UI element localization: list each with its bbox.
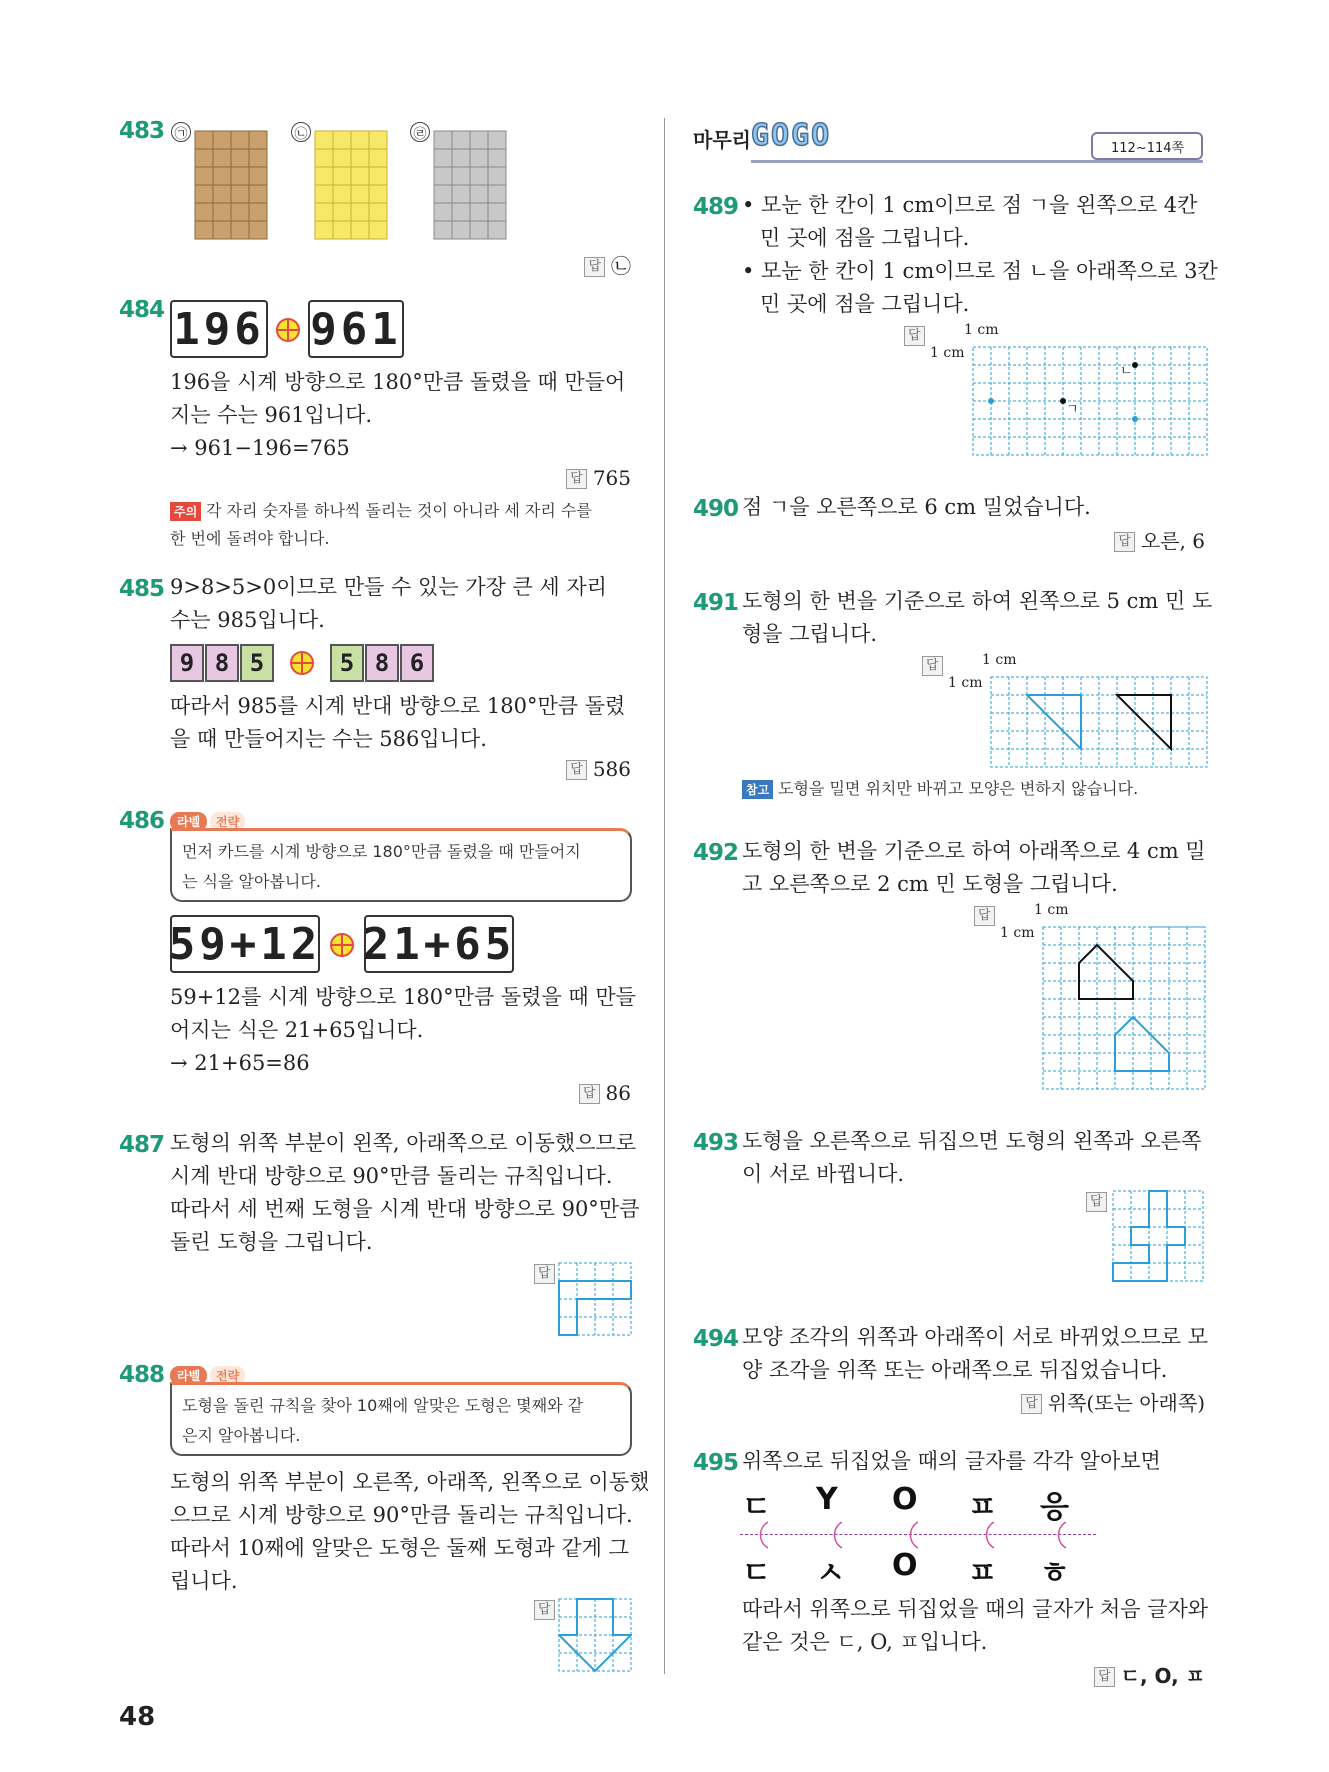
problem-number: 493 <box>693 1130 739 1156</box>
gray-grid-shape <box>433 130 507 244</box>
solution-line: 이 서로 바뀝니다. <box>742 1162 905 1186</box>
number-card: 5 <box>240 644 274 682</box>
solution-line: 따라서 985를 시계 반대 방향으로 180°만큼 돌렸 <box>170 694 626 718</box>
seven-seg-display: 59+12 <box>170 915 320 973</box>
unit-label-x: 1 cm <box>964 322 999 338</box>
problem-number: 487 <box>119 1132 165 1158</box>
answer-label: 답 <box>974 906 995 926</box>
answer-label: 답 <box>904 326 925 346</box>
label-badge: 라벨 <box>170 812 207 831</box>
original-letter: O <box>892 1482 918 1517</box>
label-badge: 라벨 <box>170 1366 207 1385</box>
solution-line: → 21+65=86 <box>170 1051 310 1075</box>
caution-text: 각 자리 숫자를 하나씩 돌리는 것이 아니라 세 자리 수를 <box>206 501 592 520</box>
label-a: ㉠ <box>171 122 191 142</box>
answer-label: 답 <box>1086 1192 1107 1212</box>
problem-number: 485 <box>119 576 165 602</box>
solution-line: 민 곳에 점을 그립니다. <box>760 292 970 316</box>
strategy-badge: 전략 <box>210 1366 245 1385</box>
label-b: ㉡ <box>291 122 311 142</box>
solution-line: 모양 조각의 위쪽과 아래쪽이 서로 바뀌었으므로 모 <box>742 1325 1209 1349</box>
letters-flip-row <box>742 1482 1102 1590</box>
solution-line: 도형의 위쪽 부분이 왼쪽, 아래쪽으로 이동했으므로 <box>170 1131 637 1155</box>
solution-line: 59+12를 시계 방향으로 180°만큼 돌렸을 때 만들 <box>170 985 636 1009</box>
header-underline <box>751 160 1203 163</box>
solution-line: 을 때 만들어지는 수는 586입니다. <box>170 727 487 751</box>
answer-label: 답 <box>534 1600 555 1620</box>
header-range-box <box>1091 132 1203 160</box>
note-badge: 참고 <box>742 780 773 799</box>
solution-line: 양 조각을 위쪽 또는 아래쪽으로 뒤집었습니다. <box>742 1358 1168 1382</box>
strategy-text: 는 식을 알아봅니다. <box>182 872 321 891</box>
flipped-letter: ㄷ <box>742 1556 771 1591</box>
solution-line: 민 곳에 점을 그립니다. <box>760 226 970 250</box>
unit-label-x: 1 cm <box>982 652 1017 668</box>
solution-line: → 961−196=765 <box>170 436 350 460</box>
solution-line: 점 ㄱ을 오른쪽으로 6 cm 밀었습니다. <box>742 495 1091 519</box>
solution-line: 립니다. <box>170 1569 238 1593</box>
strategy-text: 은지 알아봅니다. <box>182 1426 301 1445</box>
strategy-text: 먼저 카드를 시계 방향으로 180°만큼 돌렸을 때 만들어지 <box>182 842 581 861</box>
original-letter: ㄷ <box>742 1490 771 1525</box>
brown-grid-shape <box>194 130 268 244</box>
solution-line: 따라서 세 번째 도형을 시계 반대 방향으로 90°만큼 <box>170 1197 640 1221</box>
solution-line: • 모눈 한 칸이 1 cm이므로 점 ㄴ을 아래쪽으로 3칸 <box>742 259 1218 283</box>
header-title-prefix: 마무리 <box>693 128 751 152</box>
original-letter: 응 <box>1040 1490 1069 1525</box>
solution-line: 시계 반대 방향으로 90°만큼 돌리는 규칙입니다. <box>170 1164 613 1188</box>
problem-number: 483 <box>119 118 165 144</box>
unit-label-y: 1 cm <box>948 675 983 691</box>
solution-line: 따라서 위쪽으로 뒤집었을 때의 글자가 처음 글자와 <box>742 1597 1209 1621</box>
answer-486: 답 86 <box>579 1081 631 1105</box>
problem-number: 486 <box>119 808 165 834</box>
number-card: 8 <box>205 644 239 682</box>
solution-line: 어지는 식은 21+65입니다. <box>170 1018 424 1042</box>
header-logo: GOGO <box>751 118 832 153</box>
caution-text: 한 번에 돌려야 합니다. <box>170 529 330 548</box>
answer-shape-grid <box>1112 1190 1204 1286</box>
problem-number: 491 <box>693 590 739 616</box>
solution-line: 수는 985입니다. <box>170 608 325 632</box>
section-header <box>693 118 1205 164</box>
solution-line: 도형의 한 변을 기준으로 하여 왼쪽으로 5 cm 민 도 <box>742 589 1213 613</box>
flipped-letter: ㅅ <box>816 1556 845 1591</box>
answer-label: 답 <box>534 1264 555 1284</box>
seven-seg-display: 21+65 <box>364 915 514 973</box>
solution-line: 으므로 시계 방향으로 90°만큼 돌리는 규칙입니다. <box>170 1503 633 1527</box>
yellow-grid-shape <box>314 130 388 244</box>
caution-badge: 주의 <box>170 502 201 521</box>
unit-label-y: 1 cm <box>930 345 965 361</box>
solution-line: 위쪽으로 뒤집었을 때의 글자를 각각 알아보면 <box>742 1449 1161 1473</box>
page-number: 48 <box>119 1702 156 1732</box>
slide-grid <box>1042 926 1206 1094</box>
number-card: 9 <box>170 644 204 682</box>
rotate-icon <box>330 933 354 957</box>
label-d: ㉣ <box>410 122 430 142</box>
solution-line: 도형의 한 변을 기준으로 하여 아래쪽으로 4 cm 밀 <box>742 839 1206 863</box>
strategy-text: 도형을 돌린 규칙을 찾아 10째에 알맞은 도형은 몇째와 같 <box>182 1396 584 1415</box>
original-letter: ㅍ <box>968 1490 997 1525</box>
answer-483: 답 ㉡ <box>584 250 631 279</box>
solution-line: 도형의 위쪽 부분이 오른쪽, 아래쪽, 왼쪽으로 이동했 <box>170 1470 650 1494</box>
answer-484: 답 765 <box>566 466 631 490</box>
unit-label-y: 1 cm <box>1000 925 1035 941</box>
solution-line: 돌린 도형을 그립니다. <box>170 1230 373 1254</box>
rotate-icon <box>290 651 314 675</box>
solution-line: 도형을 오른쪽으로 뒤집으면 도형의 왼쪽과 오른쪽 <box>742 1129 1202 1153</box>
column-divider <box>664 118 665 1674</box>
answer-shape-grid <box>558 1598 632 1676</box>
flipped-letter: O <box>892 1548 918 1583</box>
dot-grid <box>972 346 1208 460</box>
problem-number: 484 <box>119 297 165 323</box>
answer-485: 답 586 <box>566 757 631 781</box>
problem-number: 488 <box>119 1362 165 1388</box>
answer-shape-grid <box>558 1262 632 1340</box>
original-letter: Y <box>816 1482 838 1517</box>
note-text: 도형을 밀면 위치만 바뀌고 모양은 변하지 않습니다. <box>778 779 1139 798</box>
solution-line: 196을 시계 방향으로 180°만큼 돌렸을 때 만들어 <box>170 370 626 394</box>
solution-line: 9>8>5>0이므로 만들 수 있는 가장 큰 세 자리 <box>170 575 607 599</box>
problem-number: 494 <box>693 1326 739 1352</box>
flipped-letter: ㅎ <box>1040 1556 1069 1591</box>
solution-line: 같은 것은 ㄷ, O, ㅍ입니다. <box>742 1630 988 1654</box>
problem-number: 489 <box>693 194 739 220</box>
number-card: 8 <box>365 644 399 682</box>
solution-line: 따라서 10째에 알맞은 도형은 둘째 도형과 같게 그 <box>170 1536 629 1560</box>
answer-494: 답 위쪽(또는 아래쪽) <box>1021 1387 1205 1416</box>
point-label: ㄴ <box>1120 364 1133 379</box>
problem-number: 495 <box>693 1450 739 1476</box>
number-card: 6 <box>400 644 434 682</box>
answer-495: 답 ㄷ, O, ㅍ <box>1094 1660 1205 1689</box>
seven-seg-display: 961 <box>308 300 404 358</box>
problem-number: 492 <box>693 840 739 866</box>
problem-number: 490 <box>693 496 739 522</box>
solution-line: 지는 수는 961입니다. <box>170 403 373 427</box>
solution-line: • 모눈 한 칸이 1 cm이므로 점 ㄱ을 왼쪽으로 4칸 <box>742 193 1198 217</box>
seven-seg-display: 196 <box>170 300 268 358</box>
solution-line: 고 오른쪽으로 2 cm 민 도형을 그립니다. <box>742 872 1118 896</box>
answer-490: 답 오른, 6 <box>1114 525 1205 554</box>
point-label: ㄱ <box>1066 402 1079 417</box>
strategy-badge: 전략 <box>210 812 245 831</box>
unit-label-x: 1 cm <box>1034 902 1069 918</box>
number-card: 5 <box>330 644 364 682</box>
answer-label: 답 <box>922 656 943 676</box>
solution-line: 형을 그립니다. <box>742 622 878 646</box>
rotate-icon <box>276 318 300 342</box>
page-range: 112~114쪽 <box>1111 141 1185 156</box>
slide-grid <box>990 676 1208 772</box>
flipped-letter: ㅍ <box>968 1556 997 1591</box>
